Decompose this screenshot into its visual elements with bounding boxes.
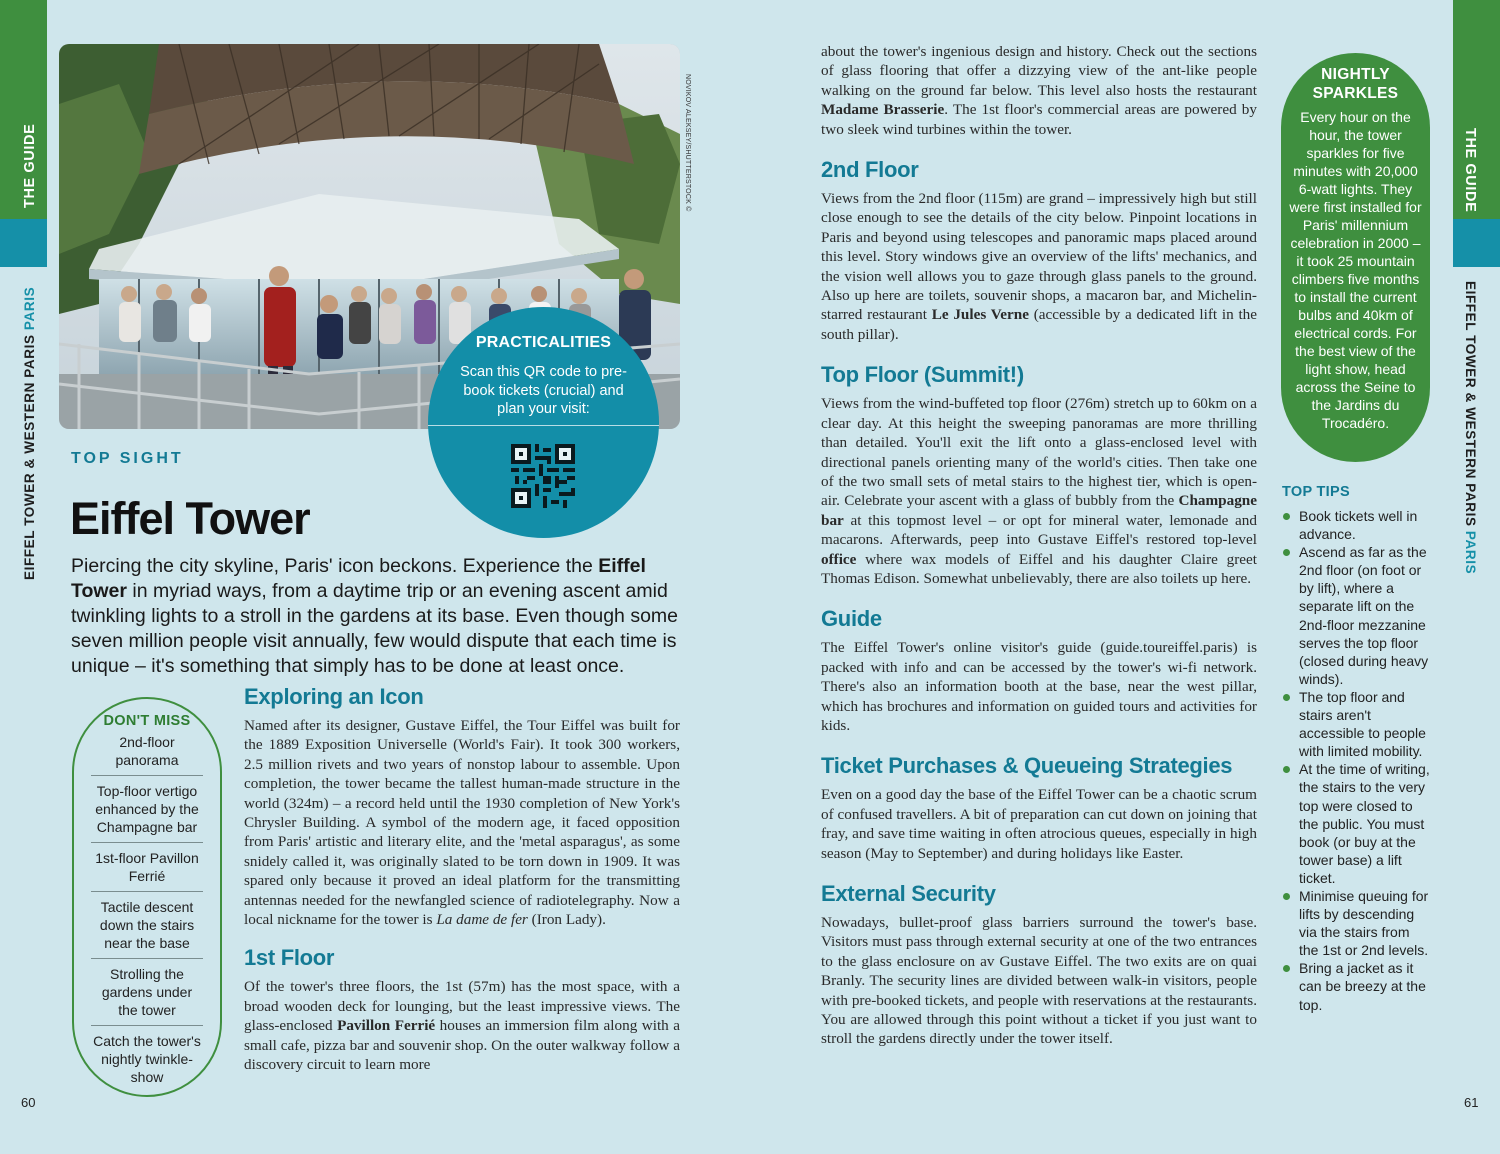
photo-credit: NOVIKOV ALEKSEY/SHUTTERSTOCK © [684, 74, 691, 212]
first-floor-bold: Pavillon Ferrié [337, 1017, 436, 1035]
exploring-heading: Exploring an Icon [244, 684, 424, 709]
right-section-label [1463, 281, 1478, 574]
qr-code[interactable] [511, 444, 575, 508]
left-city-text: PARIS [22, 286, 37, 331]
top-tips-list [1281, 507, 1431, 1014]
right-guide-label: THE GUIDE [1462, 128, 1478, 213]
top-tips-title: TOP TIPS [1282, 484, 1350, 500]
second-floor-bold: Le Jules Verne [931, 306, 1029, 324]
page-number-left: 60 [21, 1095, 36, 1110]
dont-miss-item: Strolling the gardens under the tower [91, 958, 203, 1025]
dont-miss-item: Top-floor vertigo enhanced by the Champagne bar [91, 775, 203, 842]
intro-bold: Eiffel Tower [71, 555, 646, 602]
second-floor-text-b: (accessible by a dedicated lift in the south pillar). [821, 306, 1258, 343]
practicalities-circle [428, 307, 659, 538]
left-text-column [244, 684, 680, 1075]
left-section-label [22, 287, 37, 580]
security-heading: External Security [821, 881, 996, 906]
exploring-text: Named after its designer, Gustave Eiffel, the Tour Eiffel was built for the 1889 Exposition Universelle (World's Fair). It took 300 workers, 2.5 million rivets and two years of nonstop labour to assemble. Upon completion, the tower became the tallest human-made structure in the world (324m) – a record held until the 1930 completion of New York's Chrysler Building. A symbol of the modern age, it faced opposition from Paris' artistic and literary elite, and the 'metal asparagus', as some snidely called it, was originally slated to be torn down in 1909. It was spared only because it proved an ideal platform for the transmitting antennas needed for the newfangled science of radiotelegraphy. Now a local nickname for the tower is [244, 717, 680, 929]
second-floor-heading: 2nd Floor [821, 157, 919, 183]
intro-after: in myriad ways, from a daytime trip or an evening ascent amid twinkling lights to a stroll in the gardens at its base. Even though some seven million people visit annually, few would dispute that each time is unique – it's something that simply has to be done at least once. [71, 580, 679, 677]
top-tip-item: At the time of writing, the stairs to the very top were closed to the public. You must book (or buy at the tower base) a lift ticket. [1281, 760, 1431, 887]
top-tip-item: Ascend as far as the 2nd floor (on foot or by lift), where a separate lift on the 2nd-floor mezzanine serves the top floor (closed during heavy winds). [1281, 543, 1431, 688]
top-floor-bold-2: office [821, 550, 857, 568]
right-blue-tab [1453, 219, 1500, 267]
first-floor-cont-bold: Madame Brasserie [821, 101, 945, 119]
sparkles-text: Every hour on the hour, the tower sparkles for five minutes with 20,000 6-watt lights. They were first installed for Paris' millennium celebration in 2000 – it took 25 mountain climbers five months to install the current bulbs and 40km of electrical cords. For the best view of the light show, head across the Seine to the Jardins du Trocadéro. [1289, 109, 1422, 431]
page-title: Eiffel Tower [70, 493, 310, 544]
page-number-right: 61 [1464, 1095, 1479, 1110]
exploring-italic: La dame de fer [436, 911, 528, 929]
left-guide-label: THE GUIDE [22, 123, 38, 208]
top-floor-text-a: Views from the wind-buffeted top floor (276m) stretch up to 60km on a clear day. At this height the sweeping panoramas are more thrilling than detailed. You'll exit the lift onto a glass-enclosed level with directional panels orienting many of the world's cities. Then take one of the two small sets of metal stairs to the highest tier, which is open-air. Celebrate your ascent with a glass of bubbly from the [821, 395, 1257, 510]
first-floor-cont-a: about the tower's ingenious design and history. Check out the sections of glass flooring that offer a dizzying view of the ant-like people walking on the ground far below. This level also hosts the restaurant [821, 43, 1257, 99]
dont-miss-box [72, 697, 222, 1097]
left-section-text: EIFFEL TOWER & WESTERN PARIS [22, 334, 37, 580]
exploring-paragraph [244, 716, 680, 929]
second-floor-paragraph [821, 189, 1257, 344]
dont-miss-item: 2nd-floor panorama [115, 734, 179, 768]
dont-miss-item: 1st-floor Pavillon Ferrié [91, 842, 203, 891]
guide-heading: Guide [821, 606, 882, 632]
top-floor-paragraph [821, 394, 1257, 588]
dont-miss-item: Tactile descent down the stairs near the base [91, 891, 203, 958]
nightly-sparkles-box [1281, 53, 1430, 462]
top-floor-text-c: where wax models of Eiffel and his daughter Claire greet Thomas Edison. Somewhat unbelievably, there are also toilets up here. [821, 550, 1257, 587]
tickets-heading: Ticket Purchases & Queueing Strategies [821, 753, 1233, 779]
dont-miss-title: DON'T MISS [103, 713, 191, 729]
right-text-column [821, 42, 1257, 1049]
practicalities-title: PRACTICALITIES [475, 334, 612, 351]
top-tip-item: The top floor and stairs aren't accessible to people with limited mobility. [1281, 688, 1431, 760]
first-floor-cont-b: . The 1st floor's commercial areas are powered by two sleek wind turbines within the tower. [821, 101, 1257, 138]
first-floor-text-a: Of the tower's three floors, the 1st (57m) has the most space, with a broad wooden deck for lounging, but the least impressive views. The glass-enclosed [244, 978, 680, 1035]
top-tip-item: Bring a jacket as it can be breezy at the top. [1281, 959, 1431, 1013]
first-floor-cont-paragraph [821, 42, 1257, 139]
second-floor-text-a: Views from the 2nd floor (115m) are grand – impressively high but still close enough to see the details of the city below. Pinpoint locations in Paris and beyond using telescopes and panoramic maps placed around this level. Story windows give an overview of the lifts' mechanics, and the vision well allows you to gaze through glass panels to the ground. Also up here are toilets, souvenir shops, a macaron bar, and Michelin-starred restaurant [821, 190, 1257, 324]
intro-before: Piercing the city skyline, Paris' icon beckons. Experience the [71, 555, 599, 577]
tickets-paragraph: Even on a good day the base of the Eiffel Tower can be a chaotic scrum of confused travellers. A bit of preparation can cut down on joining that fray, and save time waiting in often atrocious queues, especially in high season (May to September) and during holidays like Easter. [821, 786, 1257, 862]
top-floor-bold-1: Champagne bar [821, 492, 1257, 529]
practicalities-text: Scan this QR code to pre-book tickets (crucial) and plan your visit: [460, 364, 627, 417]
practicalities-divider [428, 425, 659, 426]
first-floor-heading: 1st Floor [244, 945, 335, 971]
sparkles-title: NIGHTLY SPARKLES [1312, 66, 1399, 102]
top-tip-item: Minimise queuing for lifts by descending via the stairs from the 1st or 2nd levels. [1281, 887, 1431, 959]
top-sight-kicker: TOP SIGHT [71, 450, 184, 467]
top-floor-heading: Top Floor (Summit!) [821, 362, 1024, 388]
right-section-text: EIFFEL TOWER & WESTERN PARIS [1463, 281, 1478, 527]
first-floor-paragraph [244, 977, 680, 1074]
security-paragraph: Nowadays, bullet-proof glass barriers surround the tower's base. Visitors must pass through external security at one of the two entrances to the glass enclosure on av Gustave Eiffel. The two exits are on quai Branly. The security lines are divided between walk-in visitors, people with pre-booked tickets, and people with reservations at the restaurants. You are allowed through this point without a ticket if you just want to stroll the gardens directly under the tower itself. [821, 914, 1257, 1048]
top-tip-item: Book tickets well in advance. [1281, 507, 1431, 543]
first-floor-text-b: houses an immersion film along with a small cafe, pizza bar and souvenir shop. On the outer walkway follow a discovery circuit to learn more [244, 1017, 680, 1074]
right-city-text: PARIS [1463, 530, 1478, 575]
exploring-end: (Iron Lady). [527, 911, 606, 929]
guide-paragraph: The Eiffel Tower's online visitor's guide (guide.toureiffel.paris) is packed with info and can be accessed by the tower's wi-fi network. There's also an information booth at the base, near the west pillar, which has brochures and information on guided tours and activities for kids. [821, 639, 1257, 734]
intro-paragraph [71, 554, 683, 679]
left-blue-tab [0, 219, 47, 267]
dont-miss-item: Catch the tower's nightly twinkle-show [91, 1025, 203, 1092]
top-floor-text-b: at this topmost level – or opt for mineral water, lemonade and macarons. Afterwards, peep into Gustave Eiffel's restored top-level [821, 511, 1257, 549]
